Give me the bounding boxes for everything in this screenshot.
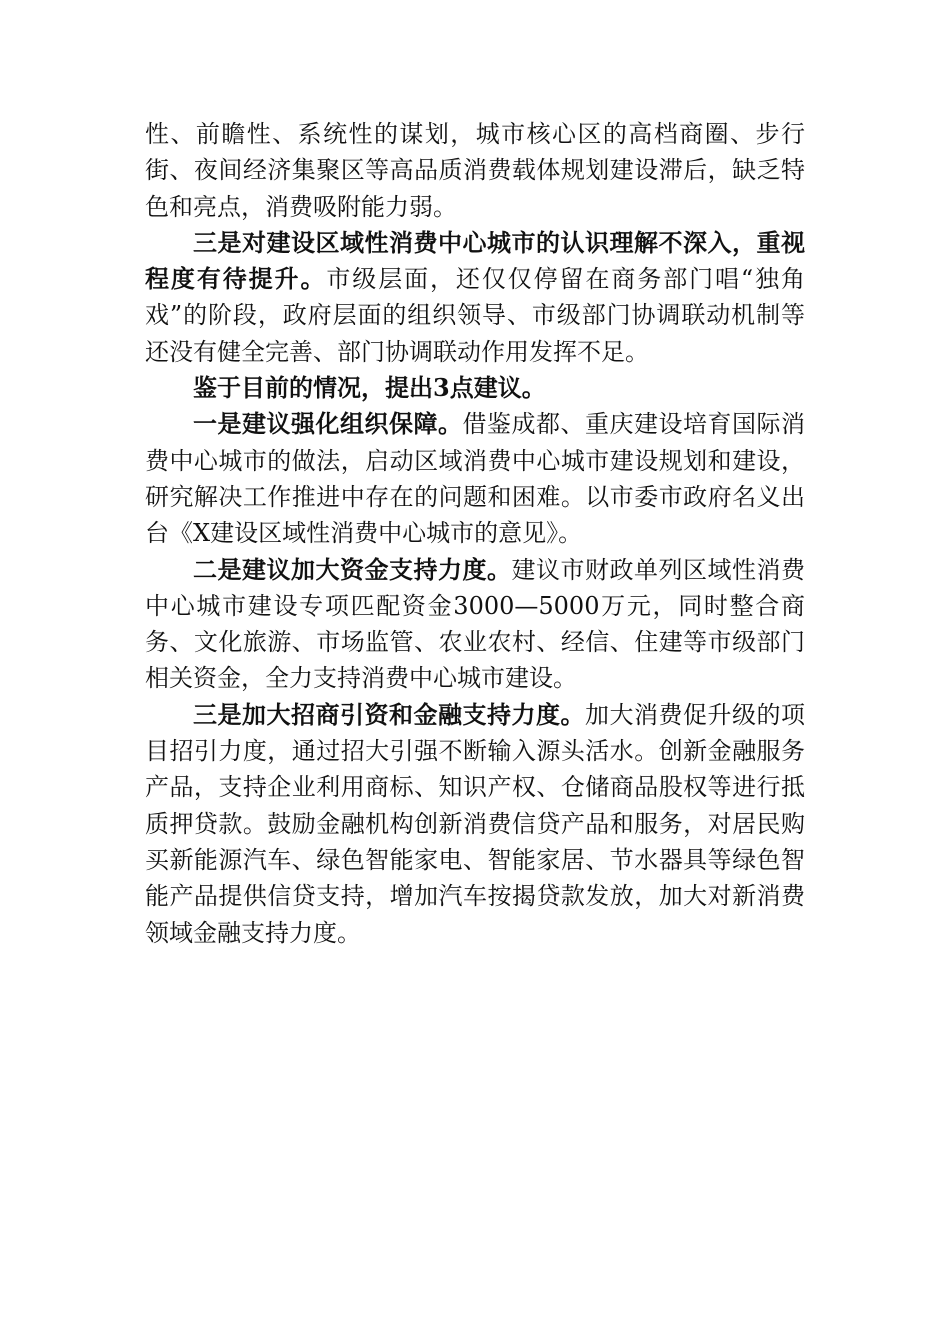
paragraph-suggestion-intro xyxy=(145,370,805,406)
document-body xyxy=(145,116,805,951)
paragraph-suggestion-three xyxy=(145,697,805,951)
paragraph-lead: 二是建议加大资金支持力度。 xyxy=(193,554,512,584)
paragraph-suggestion-two xyxy=(145,552,805,697)
paragraph-lead: 一是建议强化组织保障。 xyxy=(193,409,463,439)
paragraph-lead: 三是加大招商引资和金融支持力度。 xyxy=(193,699,585,729)
paragraph-issue-three xyxy=(145,225,805,370)
paragraph-lead: 三是对建设区域性消费中心城市的认识理解不深入，重视程度有待提升。 xyxy=(145,227,805,294)
paragraph-lead: 鉴于目前的情况，提出3点建议。 xyxy=(193,373,546,403)
paragraph-text: 性、前瞻性、系统性的谋划，城市核心区的高档商圈、步行街、夜间经济集聚区等高品质消费载体规划建设滞后，缺乏特色和亮点，消费吸附能力弱。 xyxy=(145,120,805,221)
paragraph-continuation xyxy=(145,116,805,225)
paragraph-text: 建议市财政单列区域性消费中心城市建设专项匹配资金3000—5000万元，同时整合商务、文化旅游、市场监管、农业农村、经信、住建等市级部门相关资金，全力支持消费中心城市建设。 xyxy=(145,555,805,693)
paragraph-text: 借鉴成都、重庆建设培育国际消费中心城市的做法，启动区域消费中心城市建设规划和建设，研究解决工作推进中存在的问题和困难。以市委市政府名义出台《X建设区域性消费中心城市的意见》。 xyxy=(145,410,805,548)
paragraph-suggestion-one xyxy=(145,406,805,551)
paragraph-text: 加大消费促升级的项目招引力度，通过招大引强不断输入源头活水。创新金融服务产品，支持企业利用商标、知识产权、仓储商品股权等进行抵质押贷款。鼓励金融机构创新消费信贷产品和服务，对居民购买新能源汽车、绿色智能家电、智能家居、节水器具等绿色智能产品提供信贷支持，增加汽车按揭贷款发放，加大对新消费领域金融支持力度。 xyxy=(145,700,805,947)
paragraph-text: 市级层面，还仅仅停留在商务部门唱“独角戏”的阶段，政府层面的组织领导、市级部门协调联动机制等还没有健全完善、部门协调联动作用发挥不足。 xyxy=(145,265,806,366)
